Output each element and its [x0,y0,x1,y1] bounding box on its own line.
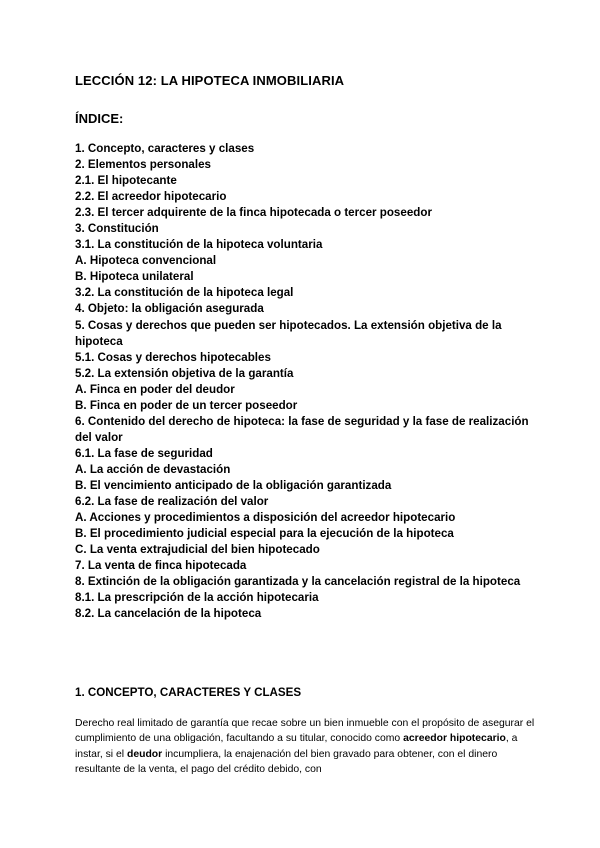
toc-item: 5.1. Cosas y derechos hipotecables [75,350,271,364]
toc-item: B. El procedimiento judicial especial para la ejecución de la hipoteca [75,527,454,541]
toc-item: 5. Cosas y derechos que pueden ser hipotecados. La extensión objetiva de la hipoteca [75,318,502,348]
toc-item: 2. Elementos personales [75,158,211,172]
toc-item: 3.1. La constitución de la hipoteca voluntaria [75,238,323,252]
table-of-contents [75,141,535,622]
toc-item: 6.1. La fase de seguridad [75,446,213,460]
toc-item: 8.2. La cancelación de la hipoteca [75,607,262,621]
toc-item: 6.2. La fase de realización del valor [75,495,269,509]
index-heading: ÍNDICE: [75,111,124,126]
page-title: LECCIÓN 12: LA HIPOTECA INMOBILIARIA [75,73,345,88]
toc-item: A. La acción de devastación [75,462,231,476]
toc-item: A. Acciones y procedimientos a disposición del acreedor hipotecario [75,511,456,525]
paragraph-text: incumpliera, la enajenación del bien gravado para obtener, con el dinero resultante de la venta, el pago del crédito debido, con [75,748,498,776]
section-paragraph [75,716,535,778]
toc-item: A. Hipoteca convencional [75,254,217,268]
toc-item: 1. Concepto, caracteres y clases [75,142,255,155]
toc-item: 4. Objeto: la obligación asegurada [75,302,264,316]
toc-item: A. Finca en poder del deudor [75,382,235,396]
toc-item: 7. La venta de finca hipotecada [75,559,247,573]
toc-item: 8.1. La prescripción de la acción hipotecaria [75,591,319,605]
toc-item: 2.3. El tercer adquirente de la finca hipotecada o tercer poseedor [75,206,432,220]
toc-item: 3. Constitución [75,222,159,236]
toc-item: B. Finca en poder de un tercer poseedor [75,398,298,412]
toc-item: B. Hipoteca unilateral [75,270,194,284]
toc-item: 2.2. El acreedor hipotecario [75,190,227,204]
paragraph-text: , a instar, si el [75,733,518,760]
toc-item: B. El vencimiento anticipado de la obligación garantizada [75,478,392,492]
toc-item: 2.1. El hipotecante [75,174,177,188]
toc-item: 3.2. La constitución de la hipoteca legal [75,286,294,300]
toc-item: 5.2. La extensión objetiva de la garantía [75,366,294,380]
toc-item: 8. Extinción de la obligación garantizada y la cancelación registral de la hipoteca [75,575,521,589]
toc-item: C. La venta extrajudicial del bien hipotecado [75,543,320,557]
section-heading: 1. CONCEPTO, CARACTERES Y CLASES [75,686,302,699]
bold-term: acreedor hipotecario [403,733,506,745]
paragraph-text: Derecho real limitado de garantía que recae sobre un bien inmueble con el propósito de asegurar el cumplimiento de una obligación, facultando a su titular, conocido como [75,718,535,745]
bold-term: deudor [126,748,163,760]
toc-item: 6. Contenido del derecho de hipoteca: la fase de seguridad y la fase de realización del valor [75,414,529,444]
